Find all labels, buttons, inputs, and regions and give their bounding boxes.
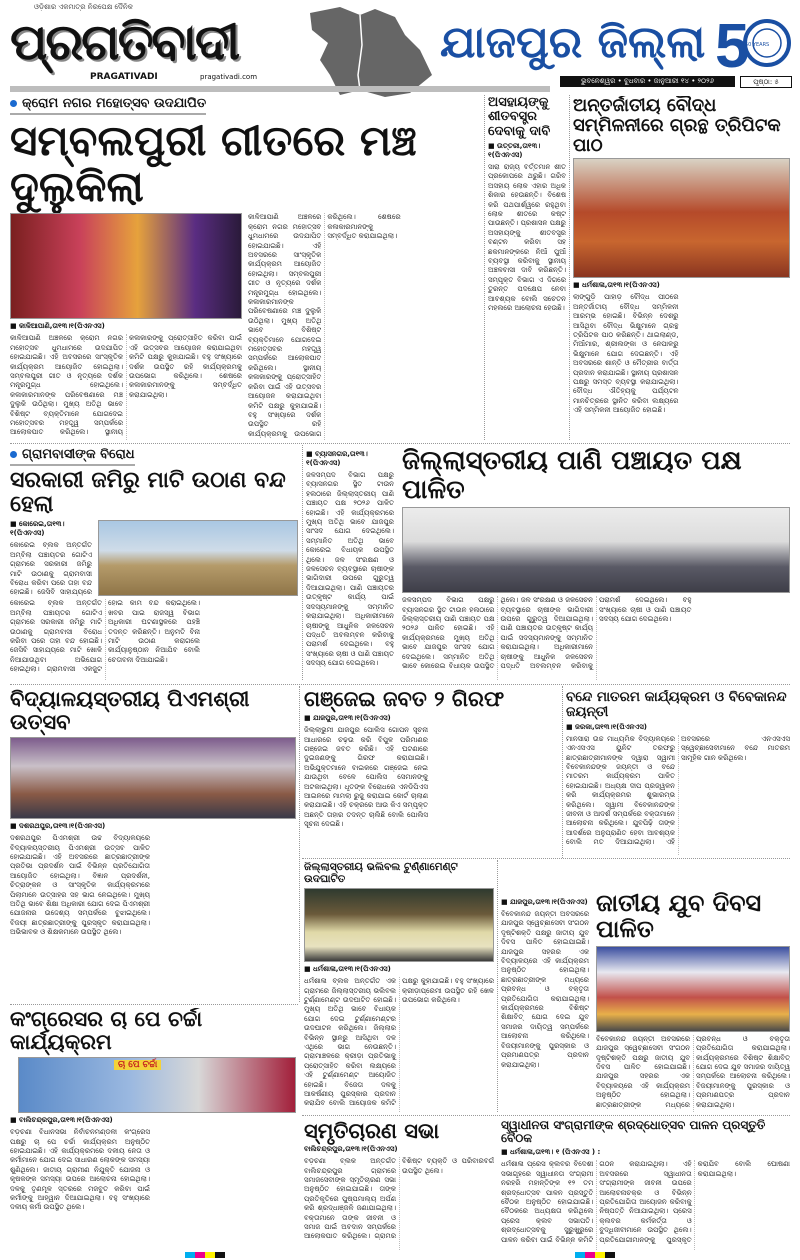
section-divider [10, 684, 790, 685]
article-headline[interactable]: ଅନ୍ତର୍ଜାତୀୟ ବୌଦ୍ଧ ସମ୍ମିଳନୀରେ ଗ୍ରନ୍ଥ ତ୍ରିପିଟକ ପାଠ [573, 96, 781, 156]
masthead-rule [10, 86, 550, 92]
section-divider [302, 858, 790, 859]
article-headline[interactable]: ଜିଲ୍ଲାସ୍ତରୀୟ ପାଣି ପଞ୍ଚାୟତ ପକ୍ଷ ପାଳିତ [402, 447, 742, 505]
section-divider [10, 1004, 298, 1005]
anniversary-text: 50 YEARS [745, 42, 770, 48]
article-byline: ■ ଯାଜପୁର,ତା୧୩।୧(ପିଏନଏସ) [501, 898, 588, 906]
article-body-continued: ଜଳସମ୍ପଦ ବିଭାଗ ପକ୍ଷରୁ ବ୍ୟାସନଗର ସ୍ଥିତ ଟାଉନ ହଲଠାରେ ଜିଲ୍ଲାସ୍ତରୀୟ ପାଣି ପଞ୍ଚାୟତ ପକ୍ଷ ୨୦୨୬ ପାଳିତ ହୋଇଛି। ଏହି କାର୍ଯ୍ୟକ୍ରମରେ ମୁଖ୍ୟ ଅତିଥି ଭାବେ ଯାଜପୁର ସାଂସଦ ଯୋଗ ଦେଇଥିଲେ। ସମ୍ମାନିତ ଅତିଥି ଭାବେ କୋରେଇ ବିଧାୟକ ଉପସ୍ଥିତ ଥିଲେ। ଜଳ ସଂରକ୍ଷଣ ଓ ଜଳସେଚନ ବ୍ୟବସ୍ଥାରେ ଚାଷୀଙ୍କ ଭାଗିଦାରୀ ଉପରେ ଗୁରୁତ୍ୱ ଦିଆଯାଇଥିଲା। ପାଣି ପଞ୍ଚାୟତର ଉତ୍କୃଷ୍ଟ କାର୍ଯ୍ୟ ପାଇଁ ସଦସ୍ୟମାନଙ୍କୁ ସମ୍ମାନିତ କରାଯାଇଥିଲା। ଅଧିକାରୀମାନେ ଚାଷୀଙ୍କୁ ଆଧୁନିକ ଜଳସେଚନ ପଦ୍ଧତି ଅବଲମ୍ବନ କରିବାକୁ ପରାମର୍ଶ ଦେଇଥିଲେ। ବହୁ ସଂଖ୍ୟାରେ ଚାଷୀ ଓ ପାଣି ପଞ୍ଚାୟତ ସଦସ୍ୟ ଯୋଗ ଦେଇଥିଲେ। [402, 596, 692, 671]
article-body: ବଡ଼ଚଣା ବ୍ଲକ ଅନ୍ତର୍ଗତ ବାଲିଚନ୍ଦ୍ରପୁର ଗ୍ରାମରେ ସମାଜସେବୀଙ୍କ ସ୍ମୃତିଚାରଣ ସଭା ଅନୁଷ୍ଠିତ ହୋଇଯାଇଛି। ତାଙ୍କ ପ୍ରତିକୃତିରେ ପୁଷ୍ପମାଲ୍ୟ ଅର୍ପଣ କରି ଶ୍ରଦ୍ଧାଞ୍ଜଳି ଜଣାଯାଇଥିଲା। ବକ୍ତାମାନେ ତାଙ୍କ ଜୀବନୀ ଓ ସମାଜ ପାଇଁ ଅବଦାନ ସମ୍ପର୍କରେ ଆଲୋକପାତ କରିଥିଲେ। ଗ୍ରାମର ବିଶିଷ୍ଟ ବ୍ୟକ୍ତି ଓ ପରିବାରବର୍ଗ ଉପସ୍ଥିତ ଥିଲେ। [304, 1157, 494, 1241]
column-divider [562, 686, 563, 858]
article-body: ଲାଙ୍ଗୁଡ଼ି ପାହାଡ଼ ବୌଦ୍ଧ ପୀଠରେ ଅନ୍ତର୍ଜାତୀୟ ବୌଦ୍ଧ ସମ୍ମିଳନୀ ଆରମ୍ଭ ହୋଇଛି। ବିଭିନ୍ନ ଦେଶରୁ ଆସିଥିବା ବୌଦ୍ଧ ଭିକ୍ଷୁମାନେ ଗ୍ରନ୍ଥ ତ୍ରିପିଟକ ପାଠ କରିଛନ୍ତି। ଥାଇଲାଣ୍ଡ, ମିଆଁମାର, ଶ୍ରୀଲଙ୍କା ଓ ନେପାଳରୁ ଭିକ୍ଷୁମାନେ ଯୋଗ ଦେଇଛନ୍ତି। ଏହି ଅବସରରେ ଶାନ୍ତି ଓ ମୈତ୍ରୀର ବାର୍ତ୍ତା ପ୍ରଦାନ କରାଯାଇଛି। ସ୍ଥାନୀୟ ପ୍ରଶାସନ ପକ୍ଷରୁ ସମସ୍ତ ବ୍ୟବସ୍ଥା କରାଯାଇଥିଲା। ବୌଦ୍ଧ ଐତିହ୍ୟକୁ ପର୍ଯ୍ୟଟନ ମାନଚିତ୍ରରେ ସ୍ଥାନିତ କରିବା ଲକ୍ଷ୍ୟରେ ଏହି ସମ୍ମିଳନୀ ଆୟୋଜିତ ହୋଇଛି। [573, 293, 679, 415]
district-title: ଯାଜପୁର ଜିଲ୍ଲା [440, 17, 706, 68]
article-blanket [488, 96, 566, 440]
article-byline: ■ କାଳିଆପାଣି,ତା୧୩।୧(ପିଏନଏସ) [10, 322, 105, 331]
kicker-text: ଗ୍ରାମବାସୀଙ୍କ ବିରୋଧ [22, 447, 135, 462]
photo-banner: ଚା ପେ ଚର୍ଚ୍ଚା [114, 1060, 161, 1070]
article-body: ସାରା ରାଜ୍ୟ ବର୍ତ୍ତମାନ ଶୀତ ପ୍ରକୋପରେ ଥରୁଛି। ଗରିବ ଅସହାୟ ଲୋକ ଏହାର ଅଧିକ ଶିକାର ହେଉଛନ୍ତି। ବିଶେଷ କରି ପଥପାର୍ଶ୍ୱରେ ରହୁଥିବା ଲୋକ ଶୀତରେ କଷ୍ଟ ପାଉଛନ୍ତି। ପ୍ରଶାସନ ପକ୍ଷରୁ ଅସହାୟଙ୍କୁ ଶୀତବସ୍ତ୍ର ବଣ୍ଟନ କରିବା ସହ ଛକମାନଙ୍କରେ ନିଆଁ ପୁଆଁ ବ୍ୟବସ୍ଥା କରିବାକୁ ସ୍ଥାନୀୟ ଅଞ୍ଚଳବାସୀ ଦାବି କରିଛନ୍ତି। ସମ୍ପୃକ୍ତ ବିଭାଗ ଏ ଦିଗରେ ତୁରନ୍ତ ପଦକ୍ଷେପ ନେବା ଆବଶ୍ୟକ ବୋଲି ସଚେତନ ମହଲରେ ଆଲୋଚନା ହେଉଛି। [488, 162, 566, 312]
article-headline[interactable]: ଅସହାୟଙ୍କୁ ଶୀତବସ୍ତ୍ର ଦେବାକୁ ଦାବି [488, 96, 551, 139]
column-divider [484, 95, 485, 440]
article-byline: ■ ଧର୍ମଶାଳା,ତା୧୩।୧(ପିଏନଏସ) [573, 281, 660, 290]
article-photo [304, 888, 494, 962]
article-headline[interactable]: ସରକାରୀ ଜମିରୁ ମାଟି ଉଠାଣ ବନ୍ଦ ହେଲା [10, 468, 286, 518]
kicker-text: କ୍ରୋମ ନଗର ମହୋତ୍ସବ ଉଦଯାପିତ [22, 96, 207, 111]
article-buddhist [573, 96, 790, 440]
article-body: ବିବେକାନନ୍ଦ ଜୟନ୍ତୀ ଅବସରରେ ଯାଜପୁର ସ୍ୱେଚ୍ଛାସେବୀ ସଂଗଠନ ଦୃଷ୍ଟିଶକ୍ତି ପକ୍ଷରୁ ଜାତୀୟ ଯୁବ ଦିବସ ପାଳିତ ହୋଇଯାଇଛି। ଯାଜପୁର ସହରର ଏକ ବିଦ୍ୟାଳୟରେ ଏହି କାର୍ଯ୍ୟକ୍ରମ ଅନୁଷ୍ଠିତ ହୋଇଥିଲା। ଛାତ୍ରଛାତ୍ରୀଙ୍କ ମଧ୍ୟରେ ପ୍ରବନ୍ଧ ଓ ବକ୍ତୃତା ପ୍ରତିଯୋଗିତା କରାଯାଇଥିଲା। କାର୍ଯ୍ୟକ୍ରମରେ ବିଶିଷ୍ଟ ଶିକ୍ଷାବିତ୍ ଯୋଗ ଦେଇ ଯୁବ ସମାଜର ଦାୟିତ୍ୱ ସମ୍ପର୍କରେ ଆଲୋଚନା କରିଥିଲେ। ବିଜୟୀମାନଙ୍କୁ ପୁରସ୍କାର ଓ ପ୍ରମାଣପତ୍ର ପ୍ରଦାନ କରାଯାଇଥିଲା। [501, 910, 589, 1069]
article-ganja [304, 688, 558, 855]
article-byline: ■ ଦଶରଥପୁର,ତା୧୩।୧(ପିଏନଏସ) [10, 822, 106, 831]
article-youthday-lead [501, 898, 589, 1112]
article-headline[interactable]: ବନ୍ଦେ ମାତରମ କାର୍ଯ୍ୟକ୍ରମ ଓ ବିବେକାନନ୍ଦ ଜୟନ୍ତୀ [566, 690, 787, 720]
article-freedom [501, 1119, 790, 1250]
article-water-lead [306, 450, 394, 680]
article-photo [596, 946, 790, 1032]
svg-text:5: 5 [715, 12, 750, 75]
article-photo [402, 507, 790, 593]
memorial-header [304, 1120, 494, 1154]
color-registration-bar [185, 1252, 225, 1258]
article-memorial [304, 1120, 494, 1250]
website-url[interactable]: pragativadi.com [200, 73, 258, 81]
article-byline: ■ ଯାଜପୁର,ତା୧୩।୧(ପିଏନଏସ) [304, 714, 391, 723]
article-body-continued: ବିବେକାନନ୍ଦ ଜୟନ୍ତୀ ଅବସରରେ ଯାଜପୁର ସ୍ୱେଚ୍ଛାସେବୀ ସଂଗଠନ ଦୃଷ୍ଟିଶକ୍ତି ପକ୍ଷରୁ ଜାତୀୟ ଯୁବ ଦିବସ ପାଳିତ ହୋଇଯାଇଛି। ଯାଜପୁର ସହରର ଏକ ବିଦ୍ୟାଳୟରେ ଏହି କାର୍ଯ୍ୟକ୍ରମ ଅନୁଷ୍ଠିତ ହୋଇଥିଲା। ଛାତ୍ରଛାତ୍ରୀଙ୍କ ମଧ୍ୟରେ ପ୍ରବନ୍ଧ ଓ ବକ୍ତୃତା ପ୍ରତିଯୋଗିତା କରାଯାଇଥିଲା। କାର୍ଯ୍ୟକ୍ରମରେ ବିଶିଷ୍ଟ ଶିକ୍ଷାବିତ୍ ଯୋଗ ଦେଇ ଯୁବ ସମାଜର ଦାୟିତ୍ୱ ସମ୍ପର୍କରେ ଆଲୋଚନା କରିଥିଲେ। ବିଜୟୀମାନଙ୍କୁ ପୁରସ୍କାର ଓ ପ୍ରମାଣପତ୍ର ପ୍ରଦାନ କରାଯାଇଥିଲା। [596, 1034, 790, 1109]
article-kicker [10, 447, 135, 466]
article-body: ଜିଲ୍ଲାଭୁମୀ ଯାଜପୁର ପୋଲିସ ଗୋପନ ସୂଚନା ଆଧାରରେ ଚଢ଼ଉ କରି ବିପୁଳ ପରିମାଣର ଗଞ୍ଜେଇ ଜବତ କରିଛି। ଏହି ଘଟଣାରେ ଦୁଇଜଣଙ୍କୁ ଗିରଫ କରାଯାଇଛି। ଅଭିଯୁକ୍ତମାନେ ବାଇକରେ ଗଞ୍ଜେଇ ନେଇ ଯାଉଥିବା ବେଳେ ପୋଲିସ ସେମାନଙ୍କୁ ଅଟକାଇଥିଲା। ଧୃତଙ୍କ ବିରୋଧରେ ଏନଡିପିଏସ ଆଇନରେ ମାମଲା ରୁଜୁ କରାଯାଇ କୋର୍ଟ ଚାଲାଣ କରାଯାଇଛି। ଏହି ଚକ୍ରରେ ଆଉ କିଏ ସମ୍ପୃକ୍ତ ଅଛନ୍ତି ତାହାର ତଦନ୍ତ ଚାଲିଛି ବୋଲି ପୋଲିସ ସୂଚନା ଦେଇଛି। [304, 726, 428, 829]
bullet-icon [10, 100, 17, 107]
article-photo [18, 1057, 296, 1113]
article-byline: ■ ଉତ୍ତରୀ,ତା୧୩।୧(ପିଏନଏସ) [488, 141, 541, 159]
article-chrome [10, 96, 480, 440]
article-byline: ■ ବ୍ୟାସନଗର,ତା୧୩।୧(ପିଏନଏସ) [306, 450, 368, 467]
article-body: ଧର୍ମଶାଳା ପ୍ରେସ କ୍ଲବର ବିଦେଶୀ ସଭାଗୃହରେ ସ୍ୱାଧୀନତା ସଂଗ୍ରାମୀ ନରହରି ମହାନ୍ତିଙ୍କ ୧୨ ତମ ଶ୍ରଦ୍ଧୋତ୍ସବ ପାଳନ ପ୍ରସ୍ତୁତି ବୈଠକ ଅନୁଷ୍ଠିତ ହୋଇଯାଇଛି। ବୈଠକରେ ଅଧ୍ୟକ୍ଷତା କରିଥିଲେ ପ୍ରେସ କ୍ଲବ ସଭାପତି। ଶ୍ରଦ୍ଧୋତ୍ସବକୁ ସୁରୁଖୁରୁରେ ପାଳନ କରିବା ପାଇଁ ବିଭିନ୍ନ କମିଟି ଗଠନ କରାଯାଇଥିଲା। ଏହି ଅବସରରେ ସ୍ୱାଧୀନତା ସଂଗ୍ରାମୀଙ୍କ ଜୀବନୀ ଉପରେ ଆଲୋଚନାଚକ୍ର ଓ ବିଭିନ୍ନ ପ୍ରତିଯୋଗିତା ଆୟୋଜନ କରିବାକୁ ନିଷ୍ପତ୍ତି ନିଆଯାଇଥିଲା। ପ୍ରେସ କ୍ଲବର କର୍ମକର୍ତ୍ତା ଓ ବୁଦ୍ଧିଜୀବୀମାନେ ଉପସ୍ଥିତ ଥିଲେ। ପ୍ରତିଯୋଗୀମାନଙ୍କୁ ପୁରସ୍କୃତ କରାଯିବ ବୋଲି ଘୋଷଣା କରାଯାଇଥିଲା। [501, 1160, 790, 1244]
article-body: ଦଶରଥପୁର ପିଏମଶ୍ରୀ ଉଚ୍ଚ ବିଦ୍ୟାଳୟରେ ବିଦ୍ୟାଳୟସ୍ତରୀୟ ପିଏମଶ୍ରୀ ଉତ୍ସବ ପାଳିତ ହୋଇଯାଇଛି। ଏହି ଅବସରରେ ଛାତ୍ରଛାତ୍ରୀଙ୍କ ପ୍ରତିଭା ପ୍ରଦର୍ଶନ ପାଇଁ ବିଭିନ୍ନ ପ୍ରତିଯୋଗିତା ଆୟୋଜିତ ହୋଇଥିଲା। ବିଜ୍ଞାନ ପ୍ରଦର୍ଶନୀ, ଚିତ୍ରାଙ୍କନ ଓ ସାଂସ୍କୃତିକ କାର୍ଯ୍ୟକ୍ରମରେ ପିଲାମାନେ ଉତ୍ସାହର ସହ ଭାଗ ନେଇଥିଲେ। ମୁଖ୍ୟ ଅତିଥି ଭାବେ ଶିକ୍ଷା ଅଧିକାରୀ ଯୋଗ ଦେଇ ପିଏମଶ୍ରୀ ଯୋଜନାର ଉଦ୍ଦେଶ୍ୟ ସମ୍ପର୍କରେ ବୁଝାଇଥିଲେ। ବିଜୟୀ ଛାତ୍ରଛାତ୍ରୀଙ୍କୁ ପୁରସ୍କୃତ କରାଯାଇଥିଲା। ଅଭିଭାବକ ଓ ଶିକ୍ଷକମାନେ ଉପସ୍ଥିତ ଥିଲେ। [10, 834, 150, 937]
color-registration-bar [575, 1252, 615, 1258]
article-body-continued: କାଳିଆପାଣି ଅଞ୍ଚଳରେ କ୍ରୋମ ନଗର ମହୋତ୍ସବ ଧୁମଧାମରେ ଉଦଯାପିତ ହୋଇଯାଇଛି। ଏହି ଅବସରରେ ସାଂସ୍କୃତିକ କାର୍ଯ୍ୟକ୍ରମ ଆୟୋଜିତ ହୋଇଥିଲା। ସମ୍ବଲପୁରୀ ଗୀତ ଓ ନୃତ୍ୟରେ ଦର୍ଶକ ମନ୍ତ୍ରମୁଗ୍ଧ ହୋଇଥିଲେ। କଳାକାରମାନଙ୍କ ପରିବେଷଣାରେ ମଞ୍ଚ ଦୁଲୁକି ଉଠିଥିଲା। ମୁଖ୍ୟ ଅତିଥି ଭାବେ ବିଶିଷ୍ଟ ବ୍ୟକ୍ତିମାନେ ଯୋଗଦେଇ ମହୋତ୍ସବର ମହତ୍ତ୍ୱ ସମ୍ପର୍କରେ ଆଲୋକପାତ କରିଥିଲେ। ସ୍ଥାନୀୟ କଳାକାରଙ୍କୁ ପ୍ରୋତ୍ସାହିତ କରିବା ପାଇଁ ଏହି ଉତ୍ସବର ଆୟୋଜନ କରାଯାଇଥିବା କମିଟି ପକ୍ଷରୁ କୁହାଯାଇଛି। ବହୁ ସଂଖ୍ୟାରେ ଦର୍ଶକ ଉପସ୍ଥିତ ରହି କାର୍ଯ୍ୟକ୍ରମକୁ ଉପଭୋଗ କରିଥିଲେ। ଶେଷରେ କଳାକାରମାନଙ୍କୁ ସମ୍ବର୍ଦ୍ଧିତ କରାଯାଇଥିଲା। [248, 213, 401, 438]
article-kicker [10, 96, 206, 115]
bullet-icon [10, 451, 17, 458]
article-vandemataram [566, 690, 790, 855]
masthead-tagline: ଓଡ଼ିଶାର ଏକମାତ୍ର ନିରପେକ୍ଷ ଦୈନିକ [34, 3, 133, 11]
article-water [402, 447, 790, 680]
article-headline[interactable]: ଜାତୀୟ ଯୁବ ଦିବସ ପାଳିତ [596, 890, 762, 944]
logo-english: PRAGATIVADI [90, 72, 158, 82]
article-youthday [596, 890, 790, 1112]
page-number: ପୃଷ୍ଠା: ୫ [740, 76, 792, 88]
column-divider [497, 860, 498, 1112]
article-photo [10, 737, 296, 819]
article-byline: ■ ବାଲିଚନ୍ଦ୍ରପୁର,ତା୧୩।୧(ପିଏନଏସ) [10, 1116, 113, 1125]
50-years-emblem-icon [715, 5, 795, 75]
article-headline[interactable]: କଂଗ୍ରେସର ଚା ପେ ଚର୍ଚ୍ଚା କାର୍ଯ୍ୟକ୍ରମ [10, 1008, 203, 1055]
article-headline[interactable]: ସ୍ମୃତିଚାରଣ ସଭା [304, 1120, 440, 1143]
section-divider [302, 1115, 790, 1116]
article-byline: ■ ଜରକା,ତା୧୩।୧(ପିଏନଏସ) [566, 722, 647, 731]
article-soil [10, 447, 298, 680]
article-headline[interactable]: ଜିଲ୍ଲାସ୍ତରୀୟ ଭଲିବଲ ଟୁର୍ଣ୍ଣାମେଣ୍ଟ ଉଦଘାଟିତ [304, 862, 458, 885]
article-pmshri [10, 688, 296, 1001]
newspaper-logo[interactable]: ପ୍ରଗତିବାଦୀ [10, 13, 239, 71]
article-photo [10, 213, 242, 319]
section-divider [10, 443, 790, 444]
article-body: ଧର୍ମଶାଳା ବ୍ଲକ ଅନ୍ତର୍ଗତ ଏକ ଗ୍ରାମରେ ଜିଲ୍ଲାସ୍ତରୀୟ ଭଲିବଲ ଟୁର୍ଣ୍ଣାମେଣ୍ଟ ଉଦଘାଟିତ ହୋଇଛି। ମୁଖ୍ୟ ଅତିଥି ଭାବେ ବିଧାୟକ ଯୋଗ ଦେଇ ଟୁର୍ଣ୍ଣାମେଣ୍ଟର ଉଦଘାଟନ କରିଥିଲେ। ଜିଲ୍ଲାର ବିଭିନ୍ନ ସ୍ଥାନରୁ ଆସିଥିବା ଦଳ ଏଥିରେ ଭାଗ ନେଉଛନ୍ତି। ଗ୍ରାମାଞ୍ଚଳରେ କ୍ରୀଡ଼ା ପ୍ରତିଭାକୁ ପ୍ରୋତ୍ସାହିତ କରିବା ଲକ୍ଷ୍ୟରେ ଏହି ଟୁର୍ଣ୍ଣାମେଣ୍ଟ ଆୟୋଜିତ ହୋଇଛି। ବିଜେତା ଦଳକୁ ଆକର୍ଷଣୀୟ ପୁରସ୍କାର ପ୍ରଦାନ କରାଯିବ ବୋଲି ଆୟୋଜକ କମିଟି ପକ୍ଷରୁ କୁହାଯାଇଛି। ବହୁ ସଂଖ୍ୟାରେ କ୍ରୀଡ଼ାପ୍ରେମୀ ଉପସ୍ଥିତ ରହି ଖେଳ ଉପଭୋଗ କରିଥିଲେ। [304, 977, 494, 1108]
article-headline[interactable]: ବିଦ୍ୟାଳୟସ୍ତରୀୟ ପିଏମଶ୍ରୀ ଉତ୍ସବ [10, 688, 250, 735]
article-volleyball [304, 862, 494, 1112]
column-divider [569, 95, 570, 440]
article-byline: ■ ଧର୍ମଶାଳା,ତା୧୩।୧(ପିଏନଏସ) [304, 965, 391, 974]
article-congress [10, 1008, 296, 1250]
article-body: ଜଳସମ୍ପଦ ବିଭାଗ ପକ୍ଷରୁ ବ୍ୟାସନଗର ସ୍ଥିତ ଟାଉନ ହଲଠାରେ ଜିଲ୍ଲାସ୍ତରୀୟ ପାଣି ପଞ୍ଚାୟତ ପକ୍ଷ ୨୦୨୬ ପାଳିତ ହୋଇଛି। ଏହି କାର୍ଯ୍ୟକ୍ରମରେ ମୁଖ୍ୟ ଅତିଥି ଭାବେ ଯାଜପୁର ସାଂସଦ ଯୋଗ ଦେଇଥିଲେ। ସମ୍ମାନିତ ଅତିଥି ଭାବେ କୋରେଇ ବିଧାୟକ ଉପସ୍ଥିତ ଥିଲେ। ଜଳ ସଂରକ୍ଷଣ ଓ ଜଳସେଚନ ବ୍ୟବସ୍ଥାରେ ଚାଷୀଙ୍କ ଭାଗିଦାରୀ ଉପରେ ଗୁରୁତ୍ୱ ଦିଆଯାଇଥିଲା। ପାଣି ପଞ୍ଚାୟତର ଉତ୍କୃଷ୍ଟ କାର୍ଯ୍ୟ ପାଇଁ ସଦସ୍ୟମାନଙ୍କୁ ସମ୍ମାନିତ କରାଯାଇଥିଲା। ଅଧିକାରୀମାନେ ଚାଷୀଙ୍କୁ ଆଧୁନିକ ଜଳସେଚନ ପଦ୍ଧତି ଅବଲମ୍ବନ କରିବାକୁ ପରାମର୍ଶ ଦେଇଥିଲେ। ବହୁ ସଂଖ୍ୟାରେ ଚାଷୀ ଓ ପାଣି ପଞ୍ଚାୟତ ସଦସ୍ୟ ଯୋଗ ଦେଇଥିଲେ। [306, 471, 394, 668]
article-body: କାଳିଆପାଣି ଅଞ୍ଚଳରେ କ୍ରୋମ ନଗର ମହୋତ୍ସବ ଧୁମଧାମରେ ଉଦଯାପିତ ହୋଇଯାଇଛି। ଏହି ଅବସରରେ ସାଂସ୍କୃତିକ କାର୍ଯ୍ୟକ୍ରମ ଆୟୋଜିତ ହୋଇଥିଲା। ସମ୍ବଲପୁରୀ ଗୀତ ଓ ନୃତ୍ୟରେ ଦର୍ଶକ ମନ୍ତ୍ରମୁଗ୍ଧ ହୋଇଥିଲେ। କଳାକାରମାନଙ୍କ ପରିବେଷଣାରେ ମଞ୍ଚ ଦୁଲୁକି ଉଠିଥିଲା। ମୁଖ୍ୟ ଅତିଥି ଭାବେ ବିଶିଷ୍ଟ ବ୍ୟକ୍ତିମାନେ ଯୋଗଦେଇ ମହୋତ୍ସବର ମହତ୍ତ୍ୱ ସମ୍ପର୍କରେ ଆଲୋକପାତ କରିଥିଲେ। ସ୍ଥାନୀୟ କଳାକାରଙ୍କୁ ପ୍ରୋତ୍ସାହିତ କରିବା ପାଇଁ ଏହି ଉତ୍ସବର ଆୟୋଜନ କରାଯାଇଥିବା କମିଟି ପକ୍ଷରୁ କୁହାଯାଇଛି। ବହୁ ସଂଖ୍ୟାରେ ଦର୍ଶକ ଉପସ୍ଥିତ ରହି କାର୍ଯ୍ୟକ୍ରମକୁ ଉପଭୋଗ କରିଥିଲେ। ଶେଷରେ କଳାକାରମାନଙ୍କୁ ସମ୍ବର୍ଦ୍ଧିତ କରାଯାଇଥିଲା। [10, 334, 242, 437]
article-body-continued: କୋରେଇ ବ୍ଲକ ଅନ୍ତର୍ଗତ ଅମ୍ବିଲା ପଞ୍ଚାୟତର ଗୋଟିଏ ଗ୍ରାମରେ ସରକାରୀ ଜମିରୁ ମାଟି ଉଠାଣକୁ ଗ୍ରାମବାସୀ ବିରୋଧ କରିବା ପରେ ତାହା ବନ୍ଦ ହୋଇଛି। ଜେସିବି ସାହାଯ୍ୟରେ ମାଟି ଖୋଳି ନିଆଯାଉଥିବା ଅଭିଯୋଗ ହୋଇଥିଲା। ଗ୍ରାମବାସୀ ଏକଜୁଟ ହୋଇ କାମ ବନ୍ଦ କରାଇଥିଲେ। ଖବର ପାଇ ରାଜସ୍ୱ ବିଭାଗ ଅଧିକାରୀ ଘଟଣାସ୍ଥଳରେ ପହଞ୍ଚି ତଦନ୍ତ କରିଛନ୍ତି। ଅନୁମତି ବିନା ମାଟି ଉଠାଣ କରାଗଲେ କାର୍ଯ୍ୟାନୁଷ୍ଠାନ ନିଆଯିବ ବୋଲି ଚେତାବନୀ ଦିଆଯାଇଛି। [10, 599, 200, 674]
edition-date: ଭୁବନେଶ୍ୱର • ବୁଧବାର • ଜାନୁଆରୀ ୧୪ • ୨୦୨୬ [560, 76, 735, 87]
column-divider [299, 686, 300, 1002]
article-headline[interactable]: ଗଞ୍ଜେଇ ଜବତ ୨ ଗିରଫ [304, 688, 505, 711]
column-divider [302, 445, 303, 680]
article-byline: ■ କୋରେଇ,ତା୧୩।୧(ପିଏନଏସ) [10, 520, 65, 538]
article-headline[interactable]: ସମ୍ବଲପୁରୀ ଗୀତରେ ମଞ୍ଚ ଦୁଲୁକିଲା [10, 116, 417, 212]
article-photo [573, 158, 790, 278]
article-body: ମାନସାରା ଉଚ୍ଚ ମାଧ୍ୟମିକ ବିଦ୍ୟାଳୟରେ ଏନଏସଏସ ୟୁନିଟ ତରଫରୁ ଛାତ୍ରଛାତ୍ରୀମାନଙ୍କ ଦ୍ୱାରା ସ୍ୱାମୀ ବିବେକାନନ୍ଦଙ୍କ ଜୟନ୍ତୀ ଓ ବନ୍ଦେ ମାତରମ କାର୍ଯ୍ୟକ୍ରମ ପାଳିତ ହୋଇଯାଇଛି। ଅଧ୍ୟକ୍ଷ ଦୀପ ପ୍ରଜ୍ୱଳନ କରି କାର୍ଯ୍ୟକ୍ରମର ଶୁଭାରମ୍ଭ କରିଥିଲେ। ସ୍ୱାମୀ ବିବେକାନନ୍ଦଙ୍କ ଜୀବନୀ ଓ ଆଦର୍ଶ ସମ୍ପର୍କରେ ବକ୍ତାମାନେ ଆଲୋଚନା କରିଥିଲେ। ଯୁବପିଢ଼ି ତାଙ୍କ ଆଦର୍ଶରେ ଅନୁପ୍ରାଣିତ ହେବା ଆବଶ୍ୟକ ବୋଲି ମତ ଦିଆଯାଇଥିଲା। ଏହି ଅବସରରେ ଏନଏସଏସ ସ୍ୱେଚ୍ଛାସେବୀମାନେ ବନ୍ଦେ ମାତରମ ସାମୂହିକ ଗାନ କରିଥିଲେ। [566, 734, 790, 847]
article-byline: ବାଲିଚନ୍ଦ୍ରପୁର,ତା୧୩।୧(ପିଏନଏସ) [304, 1145, 398, 1154]
article-byline: ■ ଧର୍ମଶାଳା,ତା୧୩। ୧ (ପିଏନଏସ ) : [501, 1148, 601, 1157]
article-body: କୋରେଇ ବ୍ଲକ ଅନ୍ତର୍ଗତ ଅମ୍ବିଲା ପଞ୍ଚାୟତର ଗୋଟିଏ ଗ୍ରାମରେ ସରକାରୀ ଜମିରୁ ମାଟି ଉଠାଣକୁ ଗ୍ରାମବାସୀ ବିରୋଧ କରିବା ପରେ ତାହା ବନ୍ଦ ହୋଇଛି। ଜେସିବି ସାହାଯ୍ୟରେ [10, 541, 92, 597]
article-body: ବଡ଼ଚଣା ବିଧାନସଭା ନିର୍ବାଚନମଣ୍ଡଳୀ କଂଗ୍ରେସ ପକ୍ଷରୁ ଚା ପେ ଚର୍ଚ୍ଚା କାର୍ଯ୍ୟକ୍ରମ ଅନୁଷ୍ଠିତ ହୋଇଯାଇଛି। ଏହି କାର୍ଯ୍ୟକ୍ରମରେ ଦଳୀୟ ନେତା ଓ କର୍ମୀମାନେ ଯୋଗ ଦେଇ ସାଧାରଣ ଲୋକଙ୍କ ସମସ୍ୟା ଶୁଣିଥିଲେ। ଜାତୀୟ ଗ୍ରାମୀଣ ନିଯୁକ୍ତି ଯୋଜନା ଓ କୃଷକଙ୍କ ସମସ୍ୟା ଉପରେ ଆଲୋଚନା ହୋଇଥିଲା। ଦଳକୁ ତୃଣମୂଳ ସ୍ତରରେ ମଜବୁତ କରିବା ପାଇଁ କର୍ମୀଙ୍କୁ ଆହ୍ୱାନ ଦିଆଯାଇଥିଲା। ବହୁ ସଂଖ୍ୟାରେ ଦଳୀୟ କର୍ମୀ ଉପସ୍ଥିତ ଥିଲେ। [10, 1128, 150, 1212]
article-photo [98, 520, 298, 596]
article-headline[interactable]: ସ୍ୱାଧୀନତା ସଂଗ୍ରାମୀଙ୍କ ଶ୍ରଦ୍ଧୋତ୍ସବ ପାଳନ ପ୍ରସ୍ତୁତି ବୈଠକ [501, 1119, 766, 1146]
